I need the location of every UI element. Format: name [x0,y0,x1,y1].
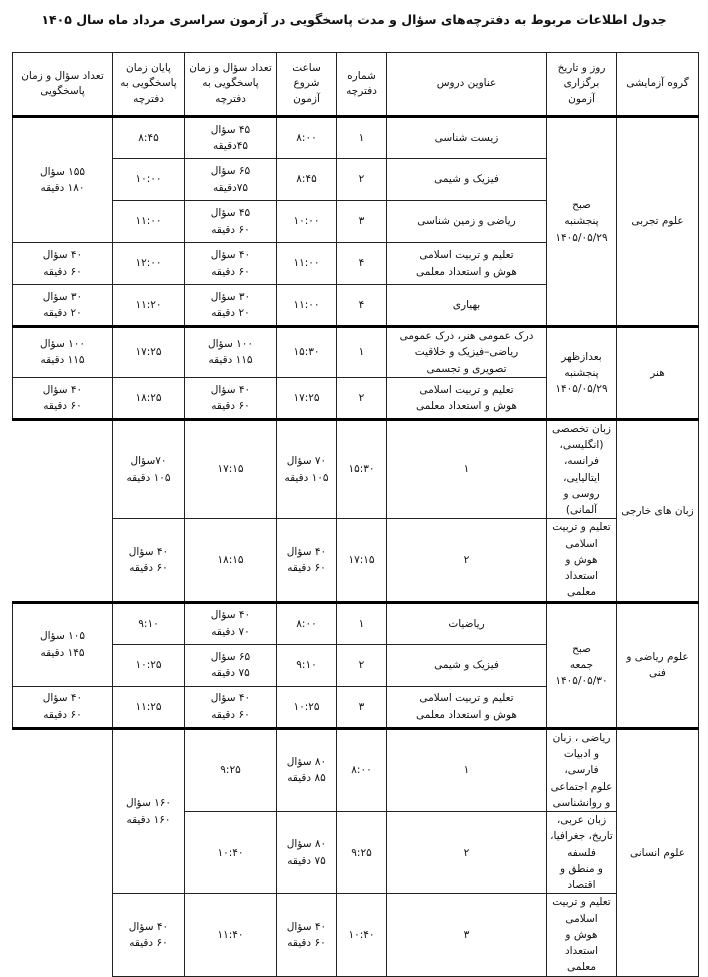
cell-line: ۶۰ دقیقه [211,708,250,721]
header-row [13,53,699,117]
cell-line: ۴۵ سؤال [210,123,251,136]
table-row [13,419,699,519]
cell-line: ۷۰ دقیقه [211,625,250,638]
exam-date [547,327,617,420]
question-count [185,201,277,243]
booklet-number: ۲ [387,519,547,602]
cell-line: ۴۰ سؤال [128,920,169,933]
cell-line: هوش و استعداد معلمی [416,265,517,278]
end-time: ۱۸:۱۵ [185,519,277,602]
cell-line: ۴۰ سؤال [210,383,251,396]
start-time: ۹:۲۵ [337,812,387,894]
cell-line: ۶۰ دقیقه [211,223,250,236]
group-ensani [13,728,699,976]
subject-cell [547,894,617,976]
question-count [277,419,337,519]
booklet-number: ۱ [337,117,387,159]
subject-cell [387,243,547,285]
start-time: ۱۰:۲۵ [277,686,337,728]
cell-line: ۶۰ دقیقه [129,562,168,575]
table-row [13,117,699,159]
end-time: ۱۷:۱۵ [185,419,277,519]
cell-line: تصویری و تجسمی [426,362,507,375]
cell-line: تعلیم و تربیت اسلامی [419,383,514,396]
header-end: پایان زمان پاسخگویی به دفترچه [113,53,185,117]
subject-cell [387,285,547,327]
cell-line: ریاضی–فیزیک و خلاقیت [414,346,519,359]
question-count [185,327,277,378]
cell-line: تعلیم و تربیت اسلامی [419,692,514,705]
subject-cell [387,602,547,644]
cell-line: ۶۵ سؤال [210,165,251,178]
subject-cell [387,327,547,378]
total-cell [13,285,113,327]
end-time: ۱۰:۴۰ [185,812,277,894]
table-row [13,327,699,378]
cell-line: ۱۰۵ سؤال [39,630,86,643]
group-riazi [13,602,699,728]
total-cell [13,686,113,728]
cell-line: ۲۰ دقیقه [43,307,82,319]
header-total: تعداد سؤال و زمان پاسخگویی [13,53,113,117]
cell-line: ۶۰ دقیقه [287,937,326,950]
table-row [13,519,699,602]
cell-line: بهیاری [452,298,481,311]
table-row [13,728,699,811]
booklet-number: ۲ [337,644,387,686]
cell-line: زبان عربی، تاریخ، جغرافیا، فلسفه [550,814,613,859]
header-subjects: عناوین دروس [387,53,547,117]
question-count [277,812,337,894]
cell-line: ۴۰ سؤال [286,545,327,558]
booklet-number: ۱ [387,419,547,519]
booklet-number: ۱ [337,327,387,378]
header-qcount: تعداد سؤال و زمان پاسخگویی به دفترچه [185,53,277,117]
cell-line: زیست شناسی [434,131,499,144]
question-count [277,519,337,602]
cell-line: ۴۵دقیقه [212,140,249,152]
cell-line: ۷۵دقیقه [212,181,249,194]
cell-line: ۱۴۰۵/۰۵/۲۹ [555,231,608,244]
end-time: ۱۰:۰۰ [113,159,185,201]
cell-line: ۴۰ سؤال [42,249,83,262]
cell-line: پنجشنبه [564,215,599,228]
cell-line: ۴۰ سؤال [128,545,169,558]
booklet-number: ۱ [387,728,547,811]
cell-line: ۶۰ دقیقه [129,937,168,950]
end-time: ۹:۱۰ [113,602,185,644]
question-count [185,117,277,159]
cell-line: و منطق و اقتصاد [560,862,603,892]
start-time: ۱۰:۴۰ [337,894,387,976]
table-row [13,894,699,976]
cell-line: ۱۴۰۵/۰۵/۲۹ [555,383,608,396]
cell-line: ۱۶۰ دقیقه [126,813,171,826]
cell-line: ۷۵ دقیقه [287,854,326,867]
exam-date [547,117,617,327]
cell-line: بعدازظهر [561,350,602,363]
booklet-number: ۳ [337,686,387,728]
question-count [185,644,277,686]
cell-line: ۳۰ سؤال [42,290,83,303]
cell-line: زبان تخصصی (انگلیسی، فرانسه، [552,422,611,468]
cell-line: فیزیک و شیمی [434,173,499,186]
cell-line: ۱۰۰ سؤال [39,338,86,351]
start-time: ۱۷:۲۵ [277,377,337,419]
cell-line: ۱۰۵ دقیقه [126,471,171,484]
cell-line: ۴۰ سؤال [42,692,83,705]
cell-line: ۶۰ دقیقه [43,708,82,721]
cell-line: ۶۰ دقیقه [211,265,250,278]
booklet-number: ۳ [337,201,387,243]
booklet-number: ۲ [387,812,547,894]
cell-line: ۱۶۰ سؤال [125,797,172,810]
cell-line: ریاضی و زمین شناسی [417,215,516,228]
question-count [185,686,277,728]
group-tajrobi [13,117,699,327]
start-time: ۸:۰۰ [277,602,337,644]
group-name: علوم ریاضی و فنی [617,602,699,728]
cell-line: ۱۸۰ دقیقه [40,182,85,194]
group-name: زبان های خارجی [617,419,699,602]
total-cell [113,519,185,602]
cell-line: صبح [572,642,591,655]
booklet-number: ۳ [387,894,547,976]
end-time: ۱۱:۲۵ [113,686,185,728]
subject-cell [387,686,547,728]
question-count [277,728,337,811]
group-name: علوم انسانی [617,728,699,976]
total-cell [13,243,113,285]
cell-line: ۴۰ سؤال [210,692,251,705]
question-count [185,159,277,201]
start-time: ۹:۱۰ [277,644,337,686]
total-cell [13,377,113,419]
booklet-number: ۲ [337,159,387,201]
question-count [185,377,277,419]
start-time: ۱۷:۱۵ [337,519,387,602]
subject-cell [547,419,617,519]
question-count [185,602,277,644]
cell-line: ریاضیات [448,617,485,630]
cell-line: ۶۰ دقیقه [43,265,82,278]
group-zaban [13,419,699,602]
cell-line: ۱۰۰ سؤال [207,338,254,351]
end-time: ۱۱:۴۰ [185,894,277,976]
total-cell [113,728,185,894]
start-time: ۸:۰۰ [337,728,387,811]
cell-line: ۶۰ دقیقه [211,399,250,412]
end-time: ۱۰:۲۵ [113,644,185,686]
start-time: ۸:۴۵ [277,159,337,201]
cell-line: ۴۰ سؤال [210,249,251,262]
group-name: هنر [617,327,699,420]
cell-line: ۴۵ سؤال [210,207,251,220]
cell-line: هوش و استعداد معلمی [564,553,599,599]
cell-line: جمعه [569,659,594,672]
end-time: ۱۱:۲۰ [113,285,185,327]
cell-line: ۱۱۵ دقیقه [208,354,253,367]
subject-cell [547,812,617,894]
cell-line: ۱۴۵ دقیقه [40,646,85,659]
subject-cell [387,377,547,419]
cell-line: ۷۵ دقیقه [211,667,250,680]
question-count [277,894,337,976]
cell-line: ۲۰ دقیقه [211,307,250,319]
exam-schedule-table [12,52,699,977]
cell-line: ۸۰ سؤال [286,756,327,769]
cell-line: ۶۵ سؤال [210,650,251,663]
subject-cell [547,728,617,811]
cell-line: ۱۴۰۵/۰۵/۳۰ [555,675,608,688]
exam-date [547,602,617,728]
cell-line: پنجشنبه [564,366,599,379]
header-booklet: شماره دفترچه [337,53,387,117]
cell-line: ۶۰ دقیقه [287,562,326,575]
booklet-number: ۴ [337,285,387,327]
start-time: ۱۵:۳۰ [337,419,387,519]
cell-line: ریاضی ، زبان و ادبیات فارسی، [552,731,611,777]
cell-line: هوش و استعداد معلمی [564,928,599,974]
header-date: روز و تاریخ برگزاری آزمون [547,53,617,117]
end-time: ۱۲:۰۰ [113,243,185,285]
header-start: ساعت شروع آزمون [277,53,337,117]
cell-line: تعلیم و تربیت اسلامی [552,896,611,925]
end-time: ۹:۲۵ [185,728,277,811]
cell-line: ۶۰ دقیقه [43,399,82,412]
cell-line: ۴۰ سؤال [286,920,327,933]
cell-line: صبح [572,199,591,212]
subject-cell [387,117,547,159]
end-time: ۱۷:۲۵ [113,327,185,378]
start-time: ۱۵:۳۰ [277,327,337,378]
booklet-number: ۱ [337,602,387,644]
cell-line: تعلیم و تربیت اسلامی [419,249,514,262]
page-title: جدول اطلاعات مربوط به دفترچه‌های سؤال و مدت پاسخگویی در آزمون سراسری مرداد ماه سال ۱۴۰۵ [41,12,667,27]
total-cell [113,894,185,976]
cell-line: درک عمومی هنر، درک عمومی [399,330,534,342]
end-time: ۸:۴۵ [113,117,185,159]
group-name: علوم تجربی [617,117,699,327]
end-time: ۱۸:۲۵ [113,377,185,419]
total-cell [13,602,113,686]
group-honar [13,327,699,420]
cell-line: ۴۰ سؤال [210,609,251,622]
cell-line: علوم اجتماعی و روانشناسی [550,780,613,809]
start-time: ۱۱:۰۰ [277,285,337,327]
cell-line: ایتالیایی، روسی و آلمانی) [563,471,600,517]
cell-line: ۱۰۵ دقیقه [284,471,329,484]
cell-line: ۳۰ سؤال [210,290,251,303]
total-cell [113,419,185,519]
booklet-number: ۴ [337,243,387,285]
cell-line: ۸۰ سؤال [286,838,327,851]
subject-cell [387,159,547,201]
cell-line: ۷۰سؤال [130,455,167,468]
cell-line: ۷۰ سؤال [286,455,327,468]
header-group: گروه آزمایشی [617,53,699,117]
subject-cell [387,201,547,243]
subject-cell [547,519,617,602]
booklet-number: ۲ [337,377,387,419]
start-time: ۸:۰۰ [277,117,337,159]
end-time: ۱۱:۰۰ [113,201,185,243]
cell-line: هوش و استعداد معلمی [416,399,517,412]
cell-line: ۴۰ سؤال [42,383,83,396]
cell-line: ۸۵ دقیقه [287,772,326,785]
question-count [185,243,277,285]
cell-line: ۱۵۵ سؤال [39,165,86,178]
cell-line: هوش و استعداد معلمی [416,708,517,721]
cell-line: ۱۱۵ دقیقه [40,354,85,367]
total-cell [13,117,113,243]
question-count [185,285,277,327]
subject-cell [387,644,547,686]
table-row [13,602,699,644]
start-time: ۱۰:۰۰ [277,201,337,243]
cell-line: تعلیم و تربیت اسلامی [552,521,611,550]
cell-line: فیزیک و شیمی [434,659,499,672]
total-cell [13,327,113,378]
start-time: ۱۱:۰۰ [277,243,337,285]
